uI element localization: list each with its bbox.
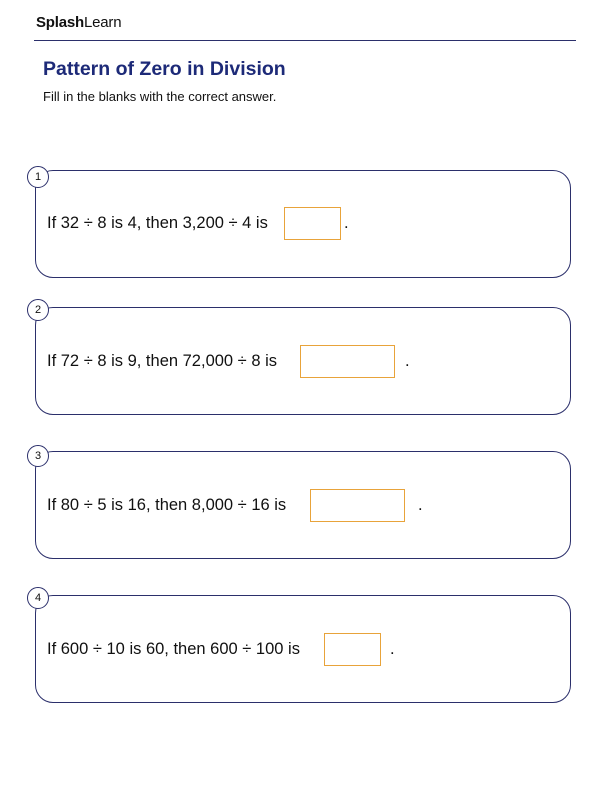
question-number-badge: 2 — [27, 299, 49, 321]
question-number-badge: 4 — [27, 587, 49, 609]
question-text: If 32 ÷ 8 is 4, then 3,200 ÷ 4 is — [47, 214, 268, 232]
header-divider — [34, 40, 576, 41]
answer-box[interactable] — [284, 207, 341, 240]
answer-box[interactable] — [300, 345, 395, 378]
question-end-period: . — [418, 496, 423, 514]
answer-box[interactable] — [324, 633, 381, 666]
answer-box[interactable] — [310, 489, 405, 522]
question-number-badge: 1 — [27, 166, 49, 188]
question-end-period: . — [390, 640, 395, 658]
question-end-period: . — [405, 352, 410, 370]
worksheet-instructions: Fill in the blanks with the correct answer. — [43, 89, 277, 104]
logo-part-learn: Learn — [83, 14, 122, 31]
splashlearn-logo — [36, 14, 121, 31]
question-number-badge: 3 — [27, 445, 49, 467]
question-text: If 72 ÷ 8 is 9, then 72,000 ÷ 8 is — [47, 352, 278, 370]
logo-part-splash: Splash — [36, 14, 84, 31]
question-text: If 80 ÷ 5 is 16, then 8,000 ÷ 16 is — [47, 496, 287, 514]
question-end-period: . — [344, 214, 349, 232]
question-text: If 600 ÷ 10 is 60, then 600 ÷ 100 is — [47, 640, 300, 658]
worksheet-title: Pattern of Zero in Division — [43, 58, 286, 80]
